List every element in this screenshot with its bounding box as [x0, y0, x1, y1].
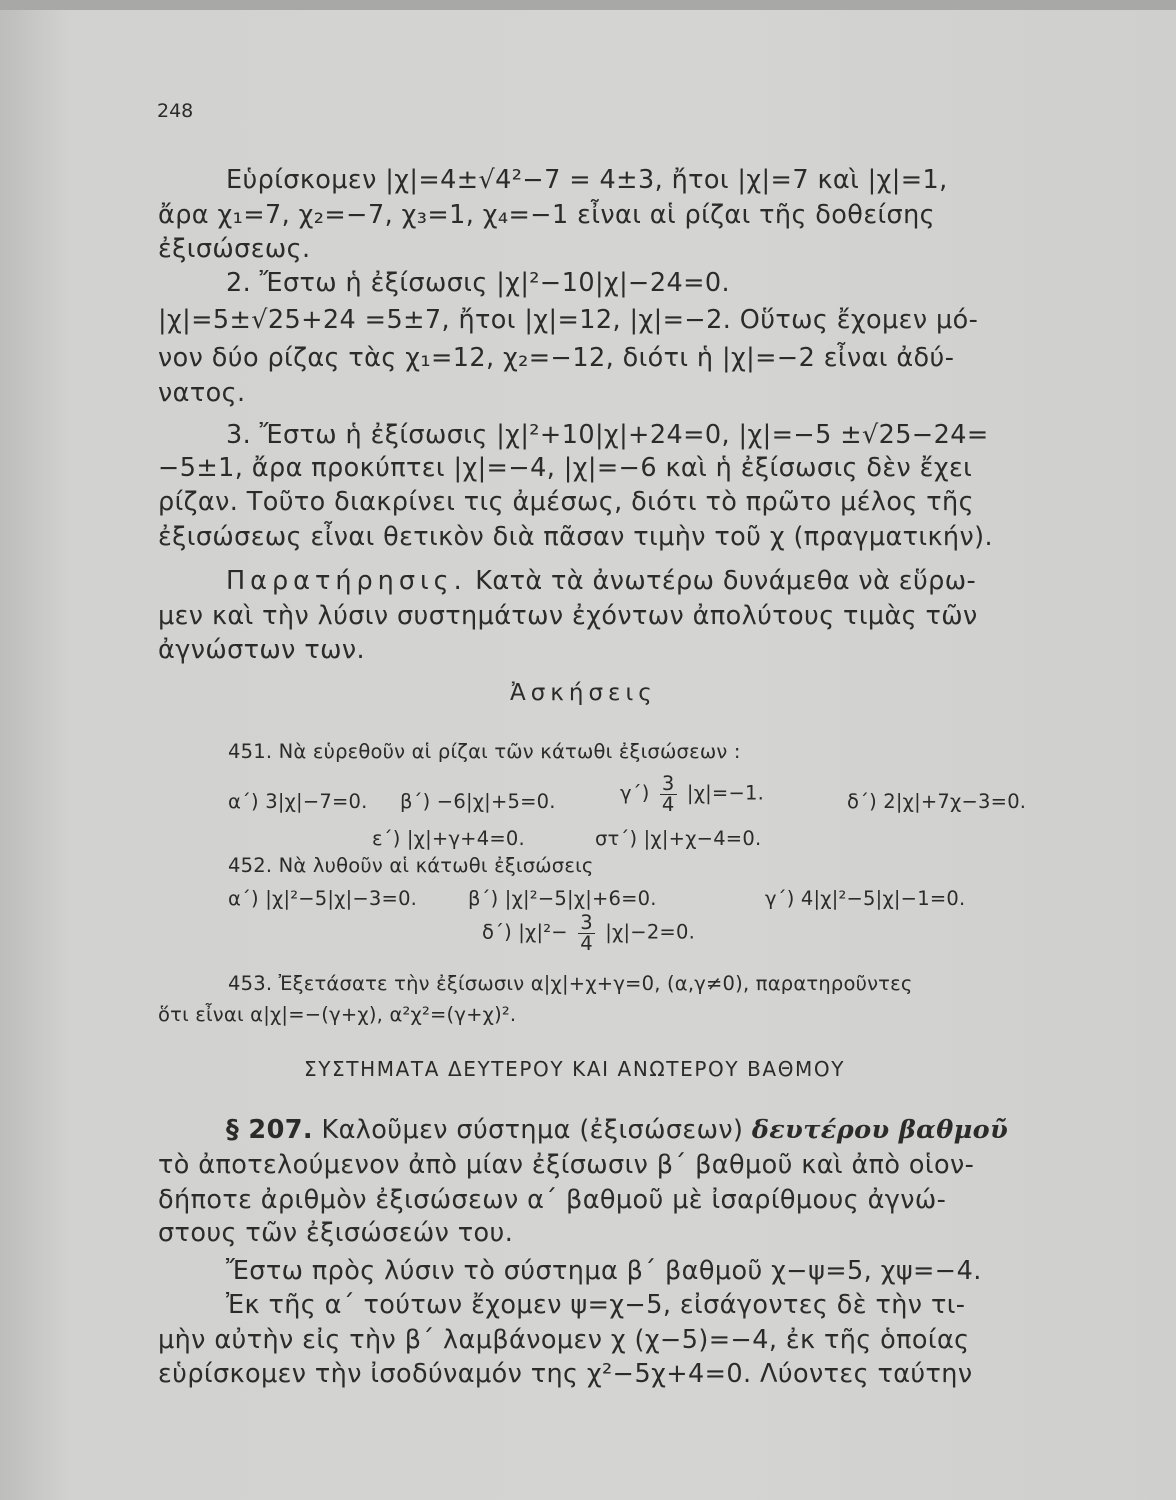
text-line: Εὑρίσκομεν |χ|=4±√4²−7 = 4±3, ἤτοι |χ|=7 καὶ |χ|=1, [226, 165, 948, 195]
text-line: ρίζαν. Τοῦτο διακρίνει τις ἀμέσως, διότι τὸ πρῶτο μέλος τῆς [158, 487, 974, 517]
fraction-denominator: 4 [661, 792, 675, 816]
text-line: ἄρα χ₁=7, χ₂=−7, χ₃=1, χ₄=−1 εἶναι αἱ ρίζαι τῆς δοθείσης [158, 200, 936, 230]
fraction [578, 913, 595, 953]
text-line: Ἔστω πρὸς λύσιν τὸ σύστημα β΄ βαθμοῦ χ−ψ=5, χψ=−4. [226, 1256, 982, 1286]
page-number: 248 [157, 100, 194, 122]
exercise-452-intro: 452. Νὰ λυθοῦν αἱ κάτωθι ἐξισώσεις [228, 854, 594, 877]
text-line: στους τῶν ἐξισώσεών του. [158, 1218, 514, 1248]
exercise-452-d-label: δ΄) |χ|²− [482, 920, 568, 944]
text-line: 2. Ἔστω ἡ ἐξίσωσις |χ|²−10|χ|−24=0. [226, 268, 730, 298]
text-line: −5±1, ἄρα προκύπτει |χ|=−4, |χ|=−6 καὶ ἡ ἐξίσωσις δὲν ἔχει [158, 453, 973, 483]
section-text: Καλοῦμεν σύστημα (ἐξισώσεων) [321, 1115, 744, 1145]
exercise-451-a: α΄) 3|χ|−7=0. [228, 790, 368, 813]
text-line: ἐξισώσεως εἶναι θετικὸν διὰ πᾶσαν τιμὴν τοῦ χ (πραγματικήν). [158, 522, 993, 552]
remark-label: Παρατήρησις. [226, 566, 467, 596]
text-line: δήποτε ἀριθμὸν ἐξισώσεων α΄ βαθμοῦ μὲ ἰσαρίθμους ἀγνώ- [158, 1185, 947, 1215]
section-heading: ΣΥΣΤΗΜΑΤΑ ΔΕΥΤΕΡΟΥ ΚΑΙ ΑΝΩΤΕΡΟΥ ΒΑΘΜΟΥ [304, 1057, 846, 1081]
exercise-451-intro: 451. Νὰ εὑρεθοῦν αἱ ρίζαι τῶν κάτωθι ἐξισώσεων : [228, 740, 741, 763]
exercise-451-c-rest: |χ|=−1. [686, 781, 765, 805]
scan-edge [0, 0, 1176, 10]
remark-line [226, 566, 976, 596]
fraction [660, 774, 677, 814]
exercise-451-b: β΄) −6|χ|+5=0. [400, 790, 556, 813]
exercise-451-c [620, 774, 764, 814]
defined-term: δευτέρου βαθμοῦ [751, 1115, 1009, 1145]
exercise-453-line1: 453. Ἐξετάσατε τὴν ἐξίσωσιν α|χ|+χ+γ=0, (α,γ≠0), παρατηροῦντες [228, 972, 913, 995]
exercise-452-d [482, 913, 695, 953]
text-line: ἀγνώστων των. [158, 635, 365, 665]
text-line: τὸ ἀποτελούμενον ἀπὸ μίαν ἐξίσωσιν β΄ βαθμοῦ καὶ ἀπὸ οἱον- [158, 1150, 975, 1180]
text-line: Ἐκ τῆς α΄ τούτων ἔχομεν ψ=χ−5, εἰσάγοντες δὲ τὴν τι- [226, 1290, 966, 1320]
exercise-451-c-label: γ΄) [620, 781, 650, 805]
text-line: ἐξισώσεως. [158, 234, 311, 264]
section-207-first-line [226, 1115, 1008, 1145]
text-line: νατος. [158, 378, 246, 408]
text-line: 3. Ἔστω ἡ ἐξίσωσις |χ|²+10|χ|+24=0, |χ|=−5 ±√25−24= [226, 420, 989, 450]
exercise-451-st: στ΄) |χ|+χ−4=0. [595, 827, 762, 850]
text-line: μεν καὶ τὴν λύσιν συστημάτων ἐχόντων ἀπολύτους τιμὰς τῶν [158, 601, 978, 631]
section-number: § 207. [226, 1115, 313, 1145]
exercise-452-a: α΄) |χ|²−5|χ|−3=0. [228, 887, 418, 910]
fraction-numerator: 3 [661, 772, 675, 795]
text-line: νον δύο ρίζας τὰς χ₁=12, χ₂=−12, διότι ἡ |χ|=−2 εἶναι ἀδύ- [158, 343, 955, 373]
remark-text: Κατὰ τὰ ἀνωτέρω δυνάμεθα νὰ εὕρω- [475, 566, 977, 596]
exercise-451-d: δ΄) 2|χ|+7χ−3=0. [847, 790, 1027, 813]
exercises-heading: Ἀσκήσεις [510, 680, 657, 706]
text-line: μὴν αὐτὴν εἰς τὴν β΄ λαμβάνομεν χ (χ−5)=−4, ἐκ τῆς ὁποίας [158, 1325, 970, 1355]
exercise-453-line2: ὅτι εἶναι α|χ|=−(γ+χ), α²χ²=(γ+χ)². [158, 1003, 517, 1026]
fraction-numerator: 3 [580, 911, 593, 934]
text-line: εὑρίσκομεν τὴν ἰσοδύναμόν της χ²−5χ+4=0. Λύοντες ταύτην [158, 1359, 973, 1389]
exercise-452-b: β΄) |χ|²−5|χ|+6=0. [468, 887, 657, 910]
exercise-452-c: γ΄) 4|χ|²−5|χ|−1=0. [765, 887, 966, 910]
text-line: |χ|=5±√25+24 =5±7, ἤτοι |χ|=12, |χ|=−2. Οὕτως ἔχομεν μό- [158, 305, 979, 335]
fraction-denominator: 4 [580, 931, 593, 955]
exercise-452-d-rest: |χ|−2=0. [605, 920, 695, 944]
exercise-451-e: ε΄) |χ|+γ+4=0. [372, 827, 525, 850]
